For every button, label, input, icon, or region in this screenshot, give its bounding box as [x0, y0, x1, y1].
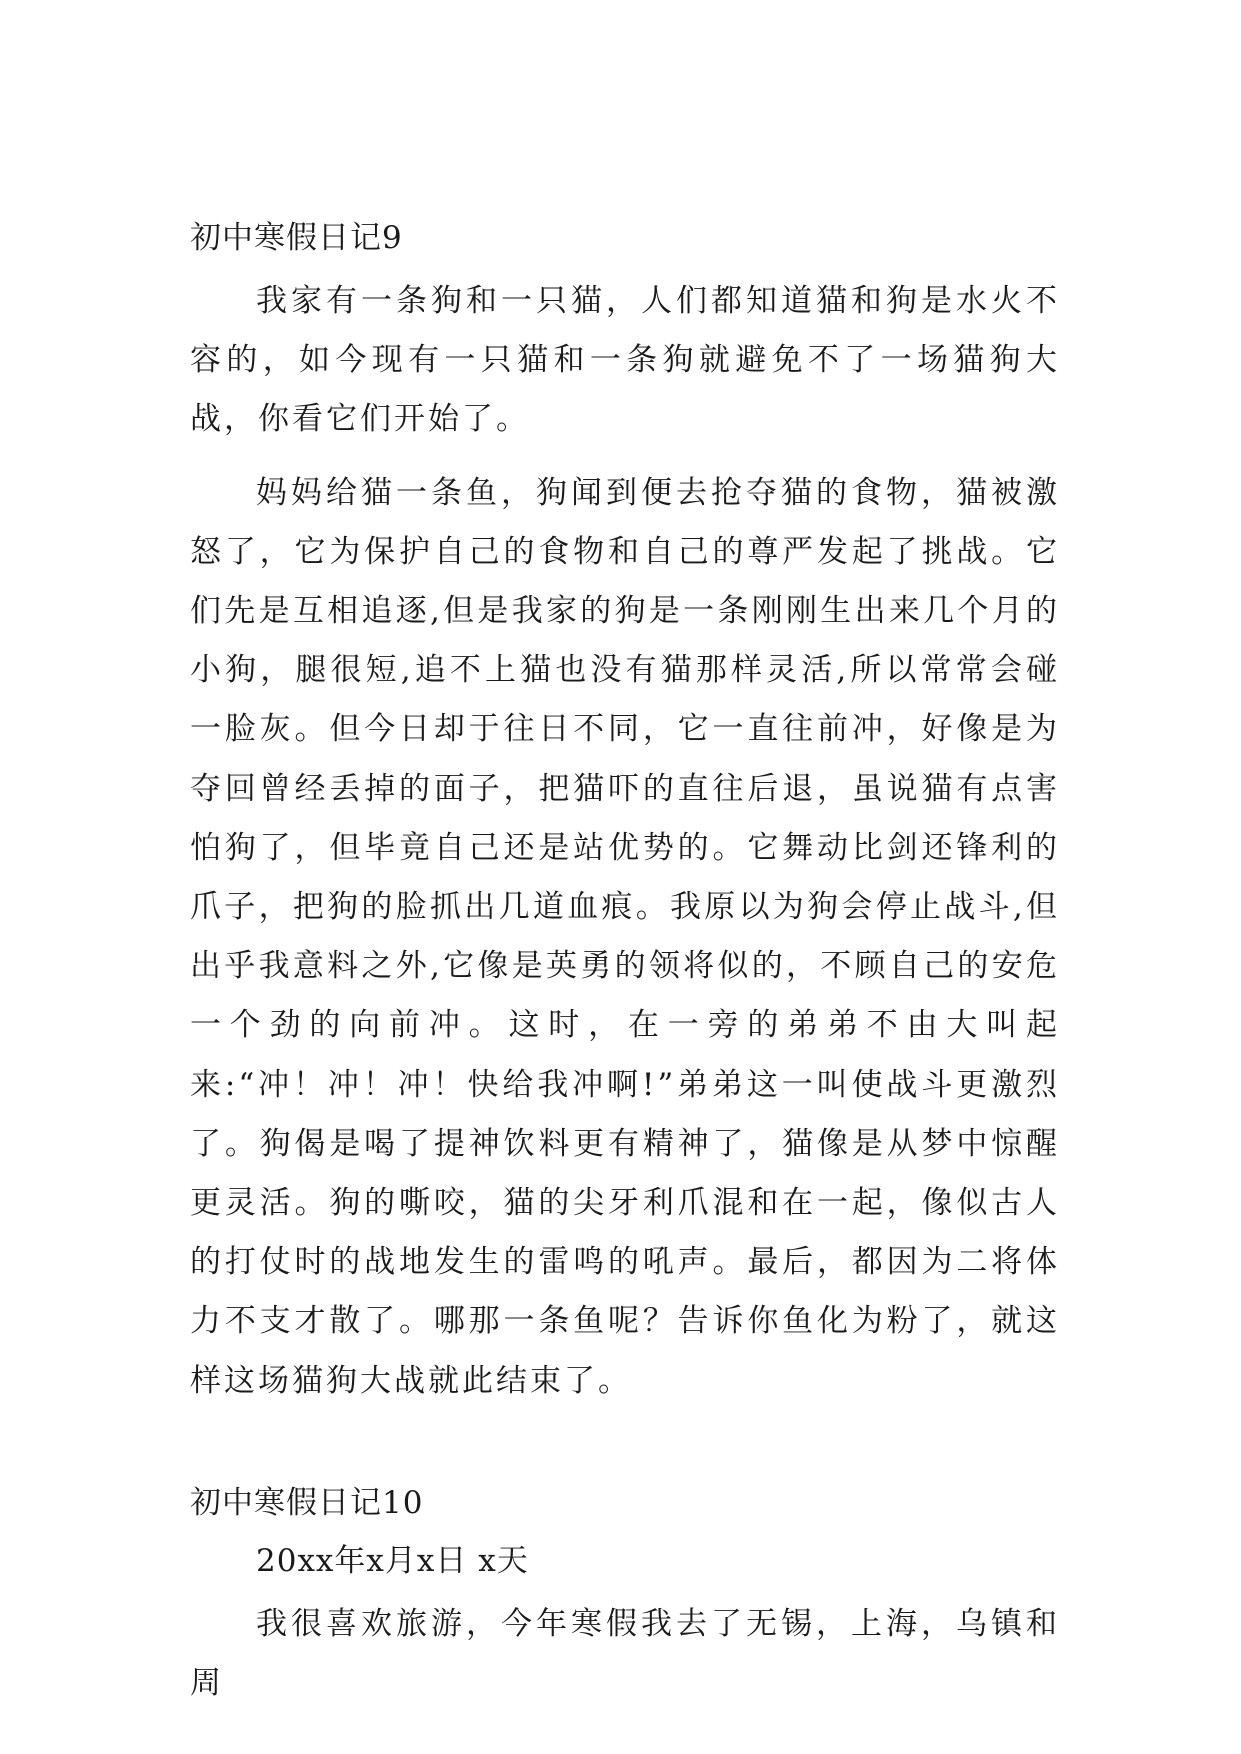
- diary-entry-10: [190, 1483, 1060, 1713]
- paragraph: 我很喜欢旅游，今年寒假我去了无锡，上海，乌镇和周: [190, 1605, 1060, 1702]
- entry-title: 初中寒假日记9: [190, 220, 403, 256]
- paragraph: 妈妈给猫一条鱼，狗闻到便去抢夺猫的食物，猫被激怒了，它为保护自己的食物和自己的尊严发起了挑战。它们先是互相追逐,但是我家的狗是一条刚刚生出来几个月的小狗，腿很短,追不上猫也没有猫那样灵活,所以常常会碰一脸灰。但今日却于往日不同，它一直往前冲，好像是为夺回曾经丢掉的面子，把猫吓的直往后退，虽说猫有点害怕狗了，但毕竟自己还是站优势的。它舞动比剑还锋利的爪子，把狗的脸抓出几道血痕。我原以为狗会停止战斗,但出乎我意料之外,它像是英勇的领将似的，不顾自己的安危一个劲的向前冲。这时，在一旁的弟弟不由大叫起来:“冲！冲！冲！快给我冲啊!”弟弟这一叫使战斗更激烈了。狗偈是喝了提神饮料更有精神了，猫像是从梦中惊醒更灵活。狗的嘶咬，猫的尖牙利爪混和在一起，像似古人的打仗时的战地发生的雷鸣的吼声。最后，都因为二将体力不支才散了。哪那一条鱼呢？告诉你鱼化为粉了，就这样这场猫狗大战就此结束了。: [190, 474, 1060, 1399]
- entry-title: 初中寒假日记10: [190, 1484, 424, 1521]
- date-line: 20xx年x月x日 x天: [256, 1542, 529, 1579]
- diary-entry-9: [190, 218, 1060, 1411]
- paragraph: 我家有一条狗和一只猫，人们都知道猫和狗是水火不容的，如今现有一只猫和一条狗就避免不了一场猫狗大战，你看它们开始了。: [190, 283, 1060, 438]
- document-page: [190, 218, 1060, 1713]
